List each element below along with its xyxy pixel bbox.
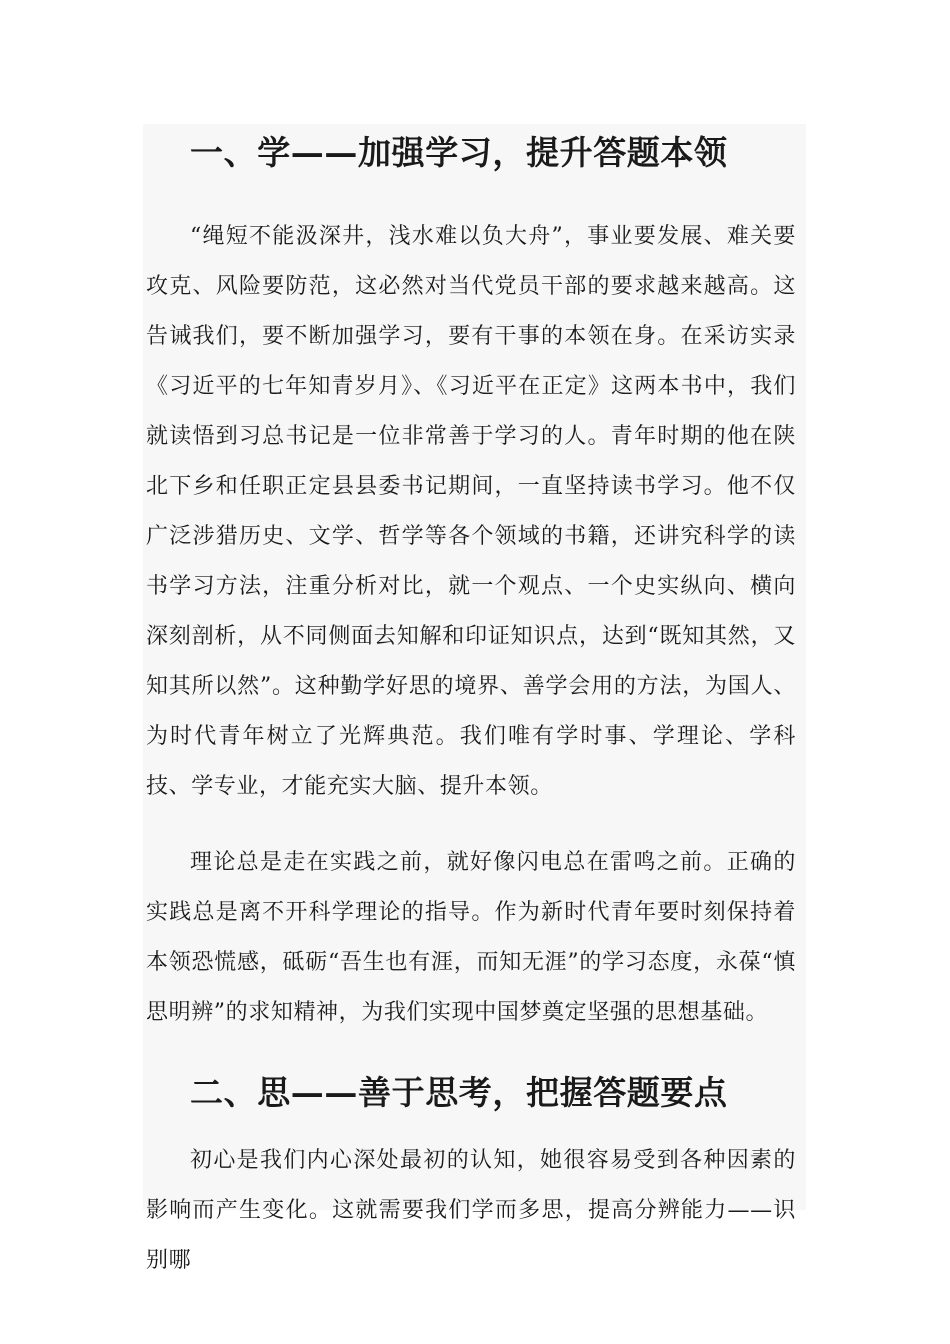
paragraph-3: 初心是我们内心深处最初的认知，她很容易受到各种因素的影响而产生变化。这就需要我们学而多思，提高分辨能力——识别哪 — [146, 1148, 796, 1273]
document-body — [146, 124, 796, 1286]
paragraph-1: “绳短不能汲深井，浅水难以负大舟”，事业要发展、难关要攻克、风险要防范，这必然对当代党员干部的要求越来越高。这告诫我们，要不断加强学习，要有干事的本领在身。在采访实录《习近平的七年知青岁月》、《习近平在正定》这两本书中，我们就读悟到习总书记是一位非常善于学习的人。青年时期的他在陕北下乡和任职正定县县委书记期间，一直坚持读书学习。他不仅广泛涉猎历史、文学、哲学等各个领域的书籍，还讲究科学的读书学习方法，注重分析对比，就一个观点、一个史实纵向、横向深刻剖析，从不同侧面去知解和印证知识点，达到“既知其然，又知其所以然”。这种勤学好思的境界、善学会用的方法，为国人、为时代青年树立了光辉典范。我们唯有学时事、学理论、学科技、学专业，才能充实大脑、提升本领。 — [146, 224, 796, 799]
section-heading-1: 一、学——加强学习，提升答题本领 — [190, 133, 728, 172]
section-heading-2: 二、思——善于思考，把握答题要点 — [190, 1073, 728, 1112]
paragraph-2: 理论总是走在实践之前，就好像闪电总在雷鸣之前。正确的实践总是离不开科学理论的指导。作为新时代青年要时刻保持着本领恐慌感，砥砺“吾生也有涯，而知无涯”的学习态度，永葆“慎思明辨”的求知精神，为我们实现中国梦奠定坚强的思想基础。 — [146, 850, 796, 1025]
